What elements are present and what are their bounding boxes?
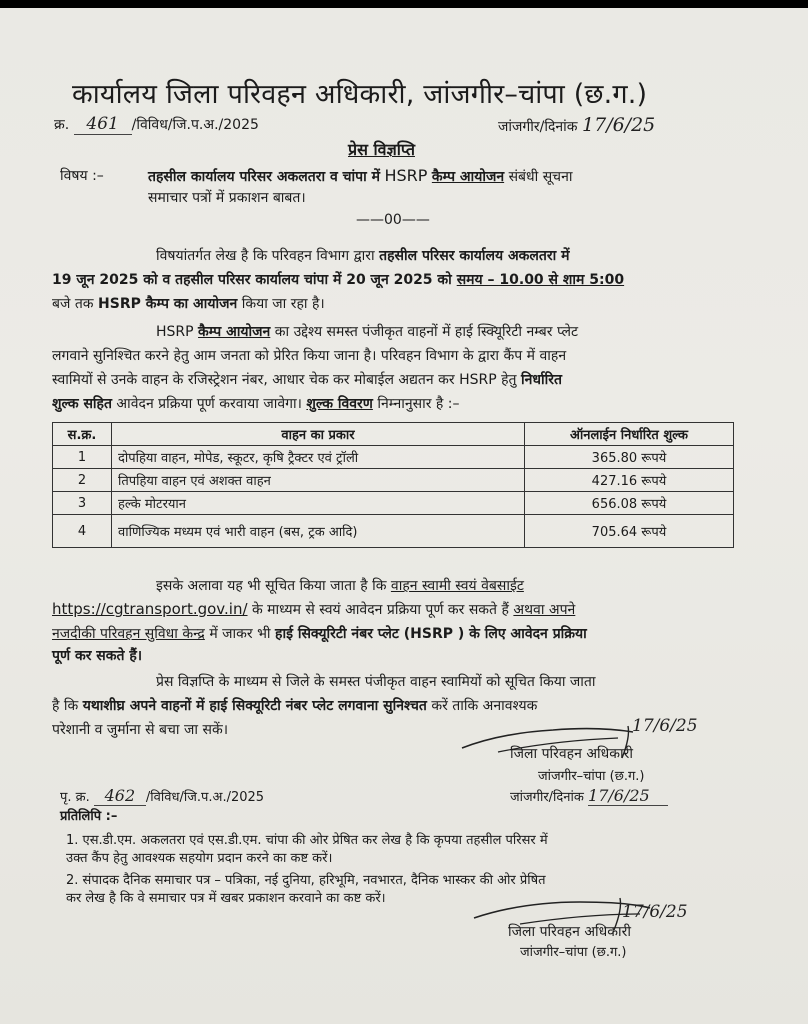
para1-text-a: विषयांतर्गत लेख है कि परिवहन विभाग द्वारा <box>156 248 375 264</box>
document-title: प्रेस विज्ञप्ति <box>348 140 415 159</box>
copy-label: प्रतिलिपि :– <box>60 809 118 824</box>
para1-text-e: बजे तक <box>52 296 94 312</box>
row-vehicle-type: तिपहिया वाहन एवं अशक्त वाहन <box>112 469 525 492</box>
para2-text-e: निर्धारित <box>520 372 562 388</box>
subject-text-d: संबंधी सूचना <box>508 169 573 185</box>
para2-line3 <box>52 370 562 389</box>
place-date-line <box>498 114 655 136</box>
row-vehicle-type: हल्के मोटरयान <box>112 492 525 515</box>
row-serial: 1 <box>53 446 112 469</box>
para3-line4: पूर्ण कर सकते हैं। <box>52 648 143 664</box>
para3-text-f: में जाकर भी <box>209 626 271 642</box>
website-link[interactable]: https://cgtransport.gov.in/ <box>52 600 248 618</box>
signature-1-place: जांजगीर–चांपा (छ.ग.) <box>538 769 645 784</box>
date-handwritten: 17/6/25 <box>582 114 656 136</box>
table-row <box>53 492 734 515</box>
para3-text-a: इसके अलावा यह भी सूचित किया जाता है कि <box>156 578 387 594</box>
para1-text-c: 19 जून 2025 को व तहसील परिसर कार्यालय चांपा में 20 जून 2025 को <box>52 272 452 288</box>
copy-ref-suffix: /विविध/जि.प.अ./2025 <box>145 790 265 805</box>
para1-line2 <box>52 270 624 289</box>
para1-line1 <box>156 246 569 265</box>
para3-line2 <box>52 600 575 619</box>
para3-line1 <box>156 576 524 595</box>
table-row <box>53 515 734 548</box>
para1-text-d: समय – 10.00 से शाम 5:00 <box>456 272 625 288</box>
document-page <box>0 8 808 1024</box>
signature-1-designation: जिला परिवहन अधिकारी <box>510 746 633 762</box>
para3-text-b: वाहन स्वामी स्वयं वेबसाईट <box>390 578 524 594</box>
para2-text-b: कैम्प आयोजन <box>198 324 271 340</box>
para4-line1: प्रेस विज्ञप्ति के माध्यम से जिले के समस्त पंजीकृत वाहन स्वामियों को सूचित किया जाता <box>156 674 596 690</box>
copy-ref-number: 462 <box>94 786 146 806</box>
para3-text-g: हाई सिक्यूरिटी नंबर प्लेट (HSRP ) के लिए आवेदन प्रक्रिया <box>275 626 587 642</box>
para2-text-i: निम्नानुसार है :– <box>377 396 460 412</box>
row-serial: 2 <box>53 469 112 492</box>
para3-text-d: अथवा अपने <box>513 602 576 618</box>
row-vehicle-type: दोपहिया वाहन, मोपेड, स्कूटर, कृषि ट्रैक्टर एवं ट्रॉली <box>112 446 525 469</box>
subject-text-a: तहसील कार्यालय परिसर अकलतरा व चांपा में <box>148 169 380 185</box>
subject-line-2: समाचार पत्रों में प्रकाशन बाबत। <box>148 190 306 206</box>
fee-table-header <box>53 423 734 446</box>
row-serial: 3 <box>53 492 112 515</box>
para2-line4 <box>52 394 460 413</box>
para4-text-c: करें ताकि अनावश्यक <box>431 698 538 714</box>
ref-suffix: /विविध/जि.प.अ./2025 <box>131 117 259 133</box>
subject-label: विषय :– <box>60 168 104 184</box>
para2-line1 <box>156 322 578 341</box>
office-heading: कार्यालय जिला परिवहन अधिकारी, जांजगीर–चांपा (छ.ग.) <box>72 79 648 110</box>
row-fee: 365.80 रूपये <box>525 446 734 469</box>
row-vehicle-type: वाणिज्यिक मध्यम एवं भारी वाहन (बस, ट्रक आदि) <box>112 515 525 548</box>
copy-reference-line <box>60 786 264 806</box>
para3-line3 <box>52 624 587 643</box>
para4-text-a: है कि <box>52 698 79 714</box>
table-row <box>53 446 734 469</box>
signature-2-designation: जिला परिवहन अधिकारी <box>508 924 631 940</box>
signature-2-place: जांजगीर–चांपा (छ.ग.) <box>520 945 627 960</box>
copy-item-2-line1: 2. संपादक दैनिक समाचार पत्र – पत्रिका, नई दुनिया, हरिभूमि, नवभारत, दैनिक भास्कर की ओर प्रेषित <box>66 873 546 888</box>
signature-1-date: 17/6/25 <box>632 716 698 736</box>
row-fee: 656.08 रूपये <box>525 492 734 515</box>
separator: ——00—— <box>356 212 430 228</box>
table-row <box>53 469 734 492</box>
para4-line2 <box>52 696 537 715</box>
signature-1-date-label: जांजगीर/दिनांक <box>510 790 584 805</box>
para2-text-d: स्वामियों से उनके वाहन के रजिस्ट्रेशन नंबर, आधार चेक कर मोबाईल अद्यतन कर HSRP हेतु <box>52 372 517 388</box>
row-fee: 705.64 रूपये <box>525 515 734 548</box>
para2-text-h: शुल्क विवरण <box>306 396 373 412</box>
header-fee: ऑनलाईन निर्धारित शुल्क <box>525 423 734 446</box>
subject-line-1 <box>148 166 572 186</box>
subject-text-b: HSRP <box>384 166 428 185</box>
header-serial: स.क्र. <box>53 423 112 446</box>
signature-1-date2: 17/6/25 <box>588 786 668 806</box>
fee-table <box>52 422 734 548</box>
para2-text-a: HSRP <box>156 324 194 340</box>
para2-text-g: आवेदन प्रक्रिया पूर्ण करवाया जावेगा। <box>116 396 302 412</box>
para3-text-c: के माध्यम से स्वयं आवेदन प्रक्रिया पूर्ण कर सकते हैं <box>251 602 509 618</box>
signature-2-date: 17/6/25 <box>622 902 688 922</box>
para1-text-f: HSRP कैम्प का आयोजन <box>98 296 238 312</box>
place-date-label: जांजगीर/दिनांक <box>498 119 578 135</box>
ref-prefix: क्र. <box>54 117 70 133</box>
para4-line3: परेशानी व जुर्माना से बचा जा सकें। <box>52 722 228 738</box>
row-fee: 427.16 रूपये <box>525 469 734 492</box>
top-black-bar <box>0 0 808 8</box>
copy-item-1-line2: उक्त कैंप हेतु आवश्यक सहयोग प्रदान करने का कष्ट करें। <box>66 851 333 866</box>
copy-item-2-line2: कर लेख है कि वे समाचार पत्र में खबर प्रकाशन करवाने का कष्ट करें। <box>66 891 386 906</box>
para1-text-g: किया जा रहा है। <box>241 296 325 312</box>
para2-text-f: शुल्क सहित <box>52 396 112 412</box>
para2-line2: लगवाने सुनिश्चित करने हेतु आम जनता को प्रेरित किया जाना है। परिवहन विभाग के द्वारा कैंप में वाहन <box>52 348 567 364</box>
row-serial: 4 <box>53 515 112 548</box>
para1-line3 <box>52 294 325 313</box>
header-vehicle-type: वाहन का प्रकार <box>112 423 525 446</box>
subject-text-c: कैम्प आयोजन <box>431 169 505 185</box>
para4-text-b: यथाशीघ्र अपने वाहनों में हाई सिक्यूरिटी नंबर प्लेट लगवाना सुनिश्चत <box>82 698 427 714</box>
para2-text-c: का उद्देश्य समस्त पंजीकृत वाहनों में हाई स्क्यिूरिटी नम्बर प्लेट <box>274 324 579 340</box>
para3-text-e: नजदीकी परिवहन सुविधा केन्द्र <box>52 626 205 642</box>
copy-ref-prefix: पृ. क्र. <box>60 790 90 805</box>
reference-line <box>54 114 259 135</box>
ref-number-handwritten: 461 <box>74 114 132 135</box>
signature-1-date-line <box>510 786 668 806</box>
copy-item-1-line1: 1. एस.डी.एम. अकलतरा एवं एस.डी.एम. चांपा की ओर प्रेषित कर लेख है कि कृपया तहसील परिसर में <box>66 833 548 848</box>
para1-text-b: तहसील परिसर कार्यालय अकलतरा में <box>379 248 570 264</box>
